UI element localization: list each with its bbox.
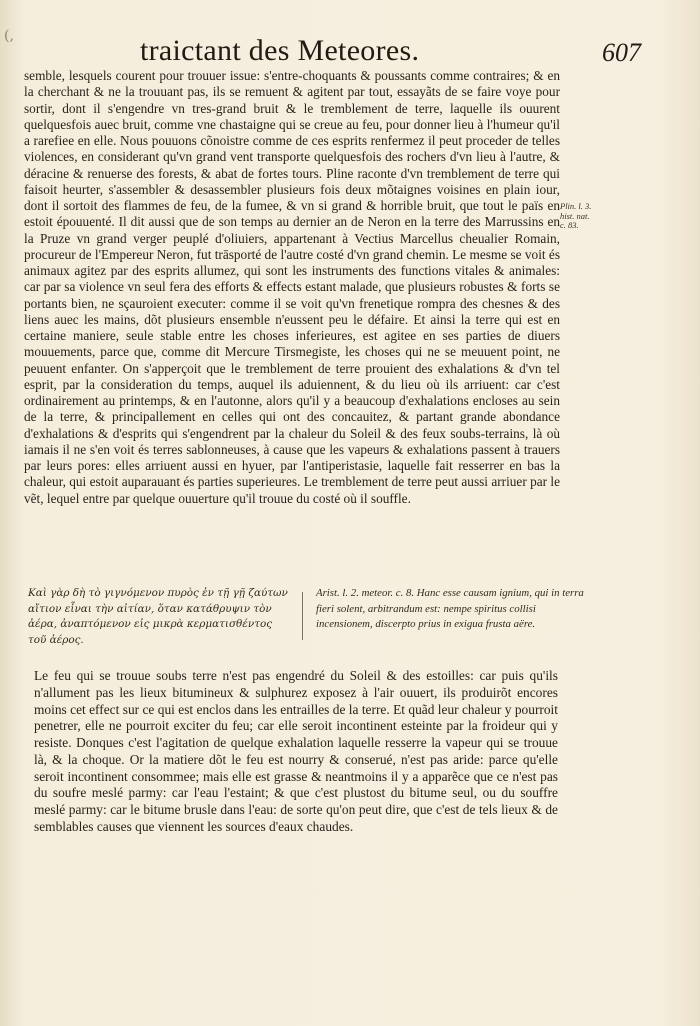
second-paragraph: Le feu qui se trouue soubs terre n'est pas engendré du Soleil & des estoilles: car puis qu'ils n'allument pas les lieux bitumineux & sulphurez exposez à l'air ouuert, ils produirõt encores moins cet effect sur ce qui est enclos dans les entrailles de la terre. Et quãd leur chaleur y pourroit penetrer, elle ne pourroit exciter du feu; car elle seroit incontinent esteinte par la froideur qui y resiste. Donques c'est l'agitation de quelque exhalation laquelle resserre la vapeur qui se trouue là, & la choque. Or la matiere dõt le feu est nourry & conserué, n'est pas aride: parce qu'elle seroit incontinent consommee; mais elle est grasse & neantmoins il y a apparẽce que ce n'est pas du soufre meslé parmy: car l'eau l'estaint; & que c'est plustost du bitume seul, ou du souffre meslé parmy: car le bitume brusle dans l'eau: de sorte qu'on peut dire, que c'est de tels lieux & de semblables causes que viennent les sources d'eaux chaudes. xyxy=(34,668,558,834)
latin-note: Arist. l. 2. meteor. c. 8. Hanc esse causam ignium, qui in terra fieri solent, arbitrandum est: nempe spiritus collisi incensionem, discerpto prius in exigua frusta aëre. xyxy=(316,587,584,630)
corner-mark: (, xyxy=(4,28,14,44)
page-header xyxy=(0,34,700,68)
greek-note: Καὶ γὰρ δὴ τὸ γιγνόμενον πυρὸς ἐν τῇ γῇ ζαύτων αἴτιον εἶναι τὴν αἰτίαν, ὅταν κατάθρυψιν τὸν ἀέρα, ἀναπτόμενον εἰς μικρὰ κερματισθέντος τοῦ ἀέρος. xyxy=(28,587,288,646)
margin-note: Plin. l. 3. hist. nat. c. 83. xyxy=(560,201,592,230)
running-title: traictant des Meteores. xyxy=(140,34,420,67)
second-text-block xyxy=(34,668,558,836)
main-paragraph: semble, lesquels courent pour trouuer issue: s'entre-choquants & poussants comme contraires; & en la cherchant & ne la trouuant pas, ils se remuent & agitent par tout, essayãts de se faire voye pour sortir, dont il s'engendre vn tres-grand bruit & le tremblement de terre, laquelle ils ouurent quelquesfois auec bruit, comme vne chastaigne qui se creue au feu, pour donner lieu à l'humeur qu'il a rarefiee en elle. Nous pouuons cõnoistre comme de ces esprits renfermez il peut proceder de telles violences, en considerant qu'vn grand vent transporte quelquesfois des rochers d'vn lieu à l'autre, & déracine & renuerse des forests, & abat de fortes tours. Pline raconte d'vn tremblement de terre qui faisoit heurter, s'assembler & desassembler plusieurs fois deux mõtaignes voisines en plain iour, dont il sortoit des flammes de feu, de la fumee, & vn si grand & horrible bruit, que tout le païs en estoit épouuenté. Il dit aussi que de son temps au dernier an de Neron en la terre des Marrussins en la Pruze vn grand verger peuplé d'oliuiers, appartenant à Vectius Marcellus cheualier Romain, procureur de l'Empereur Neron, fut trāsporté de l'autre costé d'vn grand chemin. Le mesme se voit és animaux agitez par des esprits allumez, qui sont les instruments des functions vitales & animales: car par sa violence vn seul fera des efforts & effects estant malade, que plusieurs robustes & forts se portants bien, ne sçauroient executer: comme il se voit qu'vn frenetique rompra des chesnes & des liens auec les mains, dõt plusieurs ensemble n'eussent peu le défaire. Et ainsi la terre qui est en certaine maniere, seule stable entre les choses inferieures, est agitee en ses parties de diuers mouuements, parce que, comme dit Mercure Tirsmegiste, les choses qui ne se meuuent point, ne peuuent enfanter. On s'apperçoit que le tremblement de terre prouient des exhalations & d'vn tel esprit, par la consideration du temps, auquel ils aduiennent, & du lieu où ils arriuent: car c'est ordinairement au printemps, & en l'autonne, alors qu'il y a beaucoup d'exhalations encloses au sein de la terre, & principallement en celles qui ont des concauitez, & partant grande abondance d'exhalations & d'esprits qui s'engendrent par la chaleur du Soleil & des feux soubs-terrains, là où iamais il ne s'en voit és terres sablonneuses, à cause que les vapeurs & exhalations passent à trauers par leurs pores: elles arriuent aussi en hyuer, par l'antiperistasie, laquelle fait resserrer en bas la chaleur, qui estoit auparauant és parties superieures. Le tremblement de terre peut aussi arriuer par le vẽt, lequel entre par quelque ouuerture qu'il trouue du costé où il souffle. xyxy=(24,68,560,506)
page-number: 607 xyxy=(602,38,641,67)
note-divider xyxy=(302,592,303,640)
main-text-block xyxy=(24,68,560,507)
footnotes xyxy=(28,586,584,652)
